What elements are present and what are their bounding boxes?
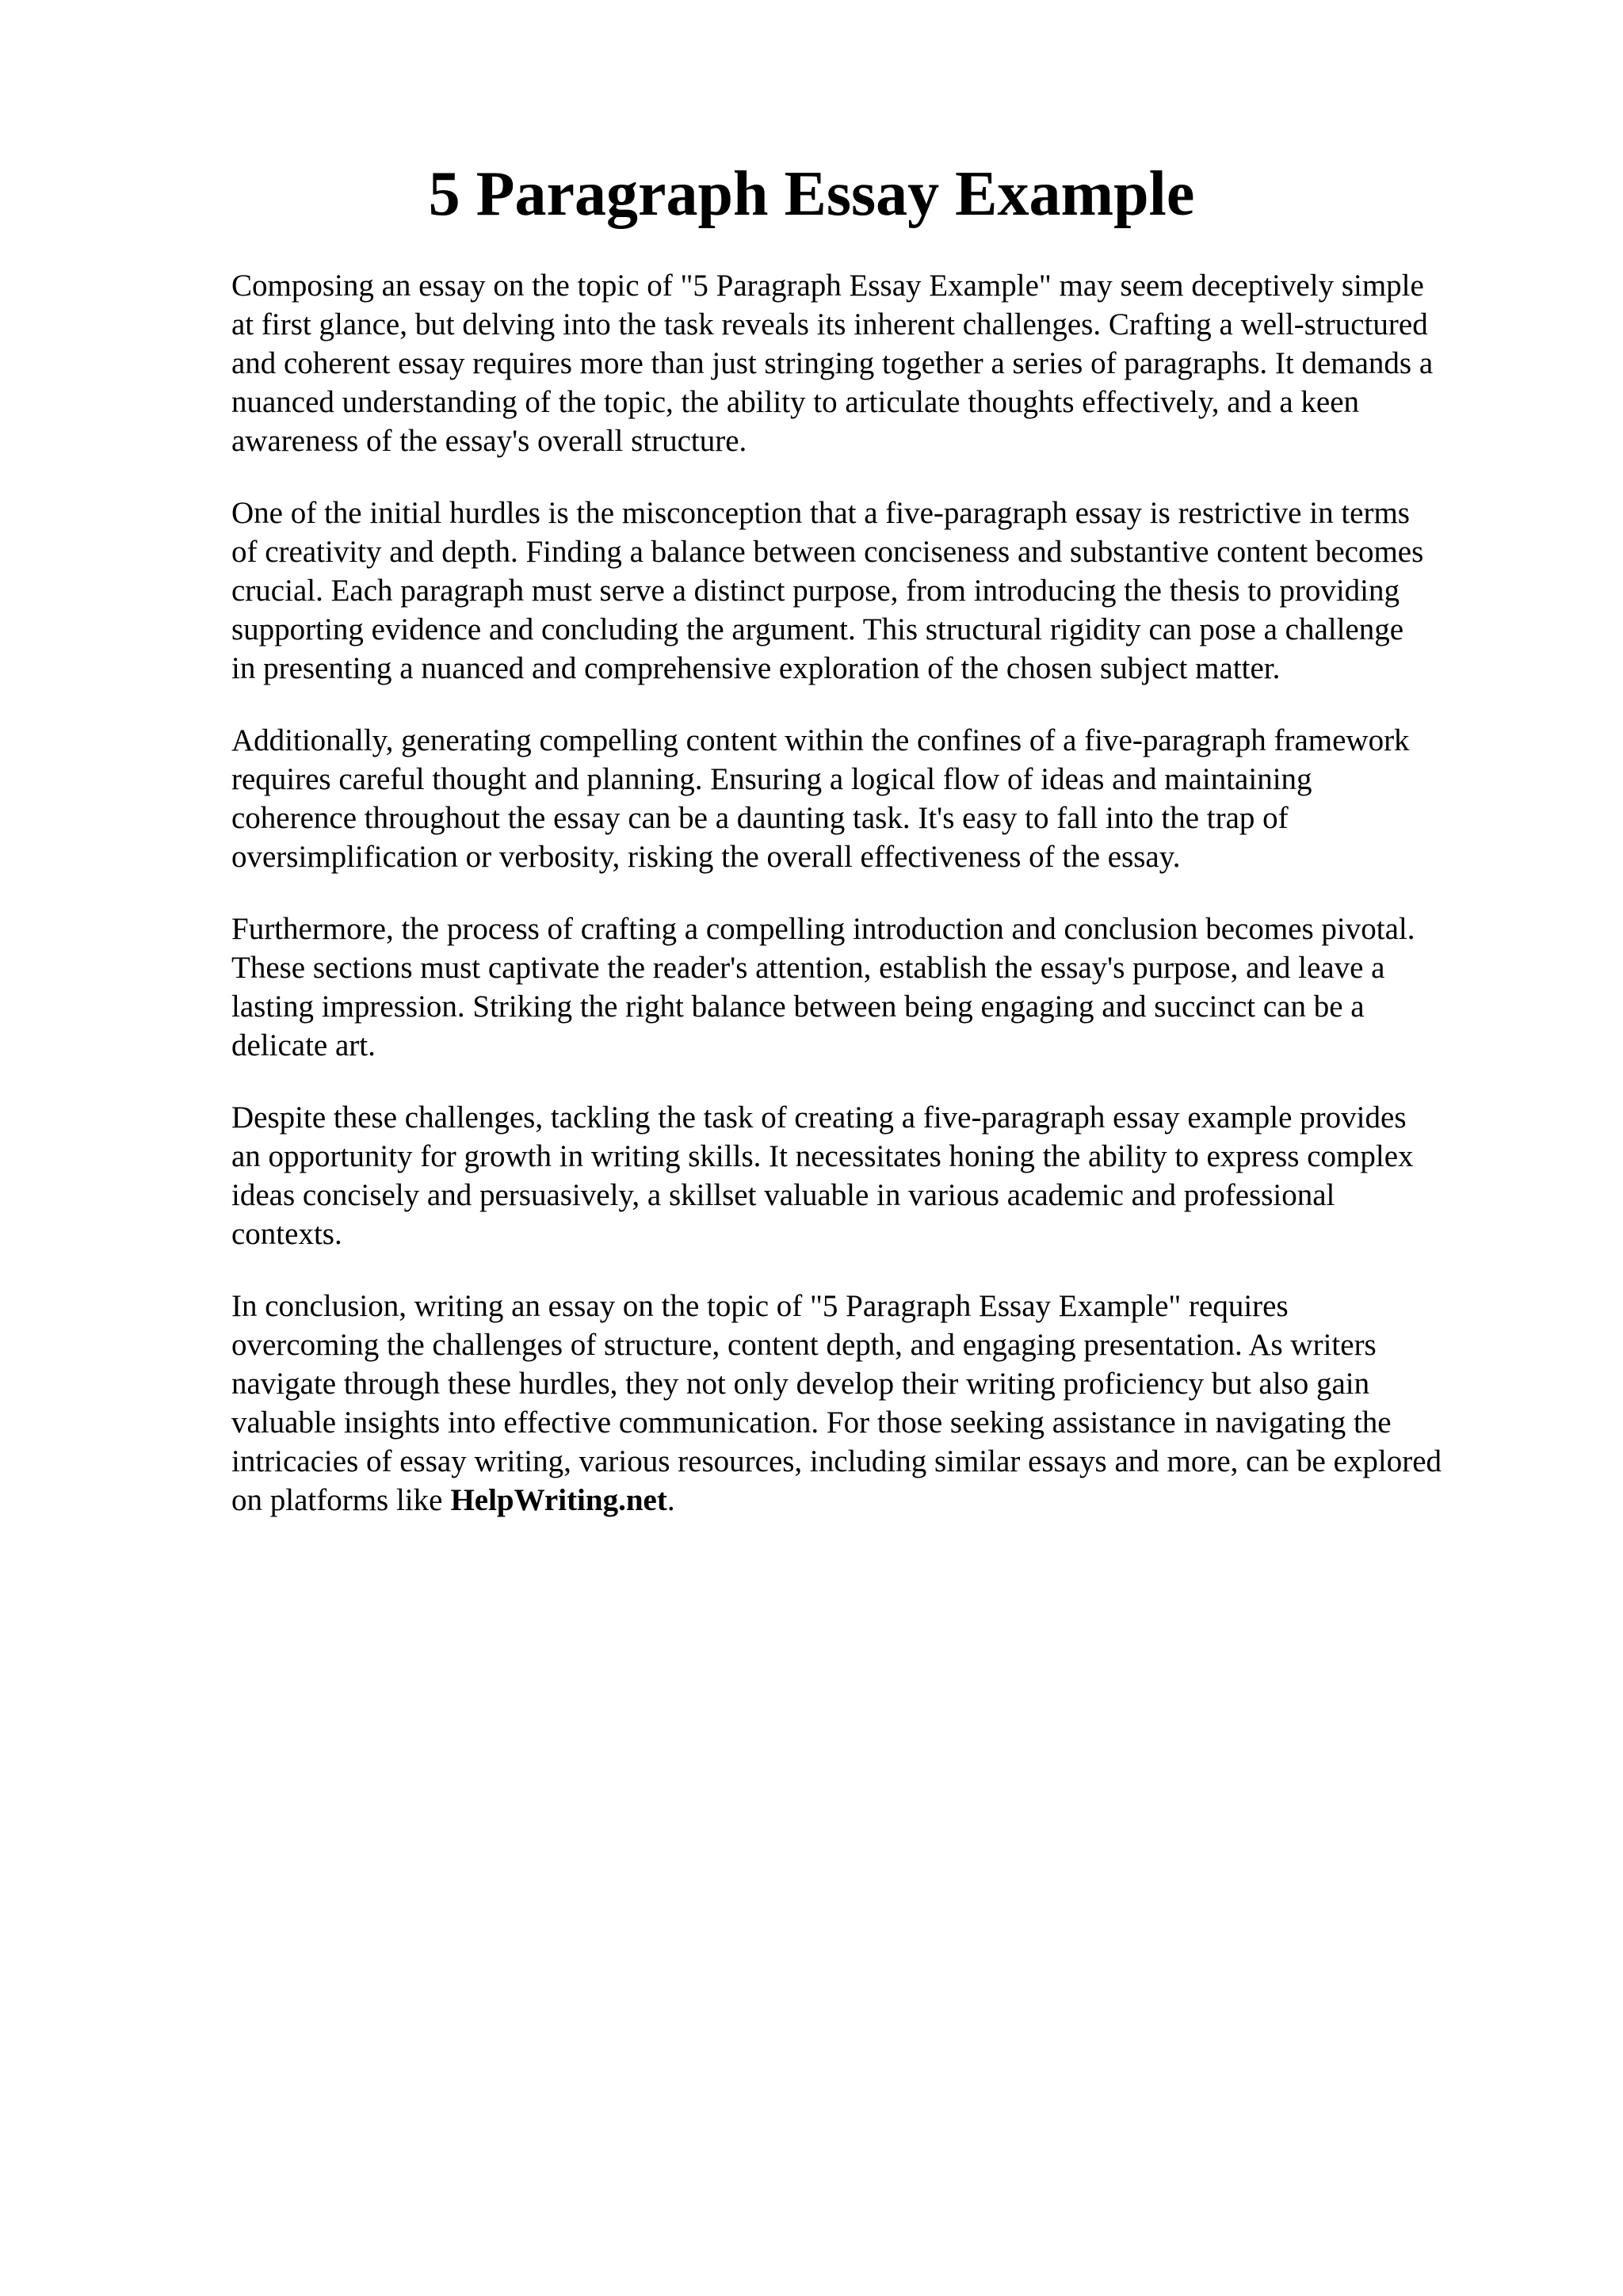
last-text-line xyxy=(231,1481,1531,1520)
text-line: Furthermore, the process of crafting a compelling introduction and conclusion becomes pivotal. xyxy=(231,912,1415,946)
text-line: lasting impression. Striking the right balance between being engaging and succinct can be a xyxy=(231,990,1365,1024)
text-line: awareness of the essay's overall structure. xyxy=(231,424,747,458)
text-line: overcoming the challenges of structure, content depth, and engaging presentation. As writers xyxy=(231,1328,1377,1362)
text-line: In conclusion, writing an essay on the topic of "5 Paragraph Essay Example" requires xyxy=(231,1289,1289,1323)
paragraph-5 xyxy=(231,1098,1531,1253)
last-line-prefix: on platforms like xyxy=(231,1483,443,1517)
text-line: in presenting a nuanced and comprehensive exploration of the chosen subject matter. xyxy=(231,651,1281,685)
helpwriting-link[interactable]: HelpWriting.net xyxy=(450,1483,667,1517)
paragraph-6 xyxy=(231,1287,1531,1520)
text-line: These sections must captivate the reader's attention, establish the essay's purpose, and leave a xyxy=(231,951,1385,985)
text-line: contexts. xyxy=(231,1217,342,1251)
text-line: One of the initial hurdles is the misconception that a five-paragraph essay is restrictive in terms xyxy=(231,496,1410,530)
text-line: navigate through these hurdles, they not only develop their writing proficiency but also gain xyxy=(231,1367,1370,1401)
text-line: requires careful thought and planning. Ensuring a logical flow of ideas and maintaining xyxy=(231,762,1312,796)
text-line: ideas concisely and persuasively, a skillset valuable in various academic and professional xyxy=(231,1178,1335,1212)
text-line: coherence throughout the essay can be a daunting task. It's easy to fall into the trap of xyxy=(231,801,1289,835)
paragraph-1 xyxy=(231,266,1531,460)
text-line: valuable insights into effective communication. For those seeking assistance in navigating the xyxy=(231,1405,1392,1440)
paragraph-4 xyxy=(231,910,1531,1065)
paragraph-3 xyxy=(231,721,1531,876)
text-line: an opportunity for growth in writing skills. It necessitates honing the ability to express complex xyxy=(231,1139,1414,1173)
text-line: Composing an essay on the topic of "5 Paragraph Essay Example" may seem deceptively simple xyxy=(231,269,1424,303)
text-line: oversimplification or verbosity, risking the overall effectiveness of the essay. xyxy=(231,840,1181,874)
text-line: and coherent essay requires more than just stringing together a series of paragraphs. It demands a xyxy=(231,346,1434,380)
text-line: intricacies of essay writing, various resources, including similar essays and more, can be explored xyxy=(231,1444,1442,1478)
document-title: 5 Paragraph Essay Example xyxy=(428,159,1195,229)
text-line: Despite these challenges, tackling the task of creating a five-paragraph essay example provides xyxy=(231,1100,1407,1135)
document-body xyxy=(231,266,1531,1553)
text-line: Additionally, generating compelling content within the confines of a five-paragraph framework xyxy=(231,723,1410,757)
text-line: supporting evidence and concluding the argument. This structural rigidity can pose a challenge xyxy=(231,612,1404,646)
text-line: crucial. Each paragraph must serve a distinct purpose, from introducing the thesis to providing xyxy=(231,574,1400,608)
text-line: of creativity and depth. Finding a balance between conciseness and substantive content becomes xyxy=(231,535,1424,569)
text-line: nuanced understanding of the topic, the ability to articulate thoughts effectively, and a keen xyxy=(231,385,1360,419)
text-line: delicate art. xyxy=(231,1028,376,1062)
paragraph-2 xyxy=(231,494,1531,688)
text-line: at first glance, but delving into the task reveals its inherent challenges. Crafting a well-structured xyxy=(231,307,1428,341)
last-line-suffix: . xyxy=(666,1483,675,1517)
